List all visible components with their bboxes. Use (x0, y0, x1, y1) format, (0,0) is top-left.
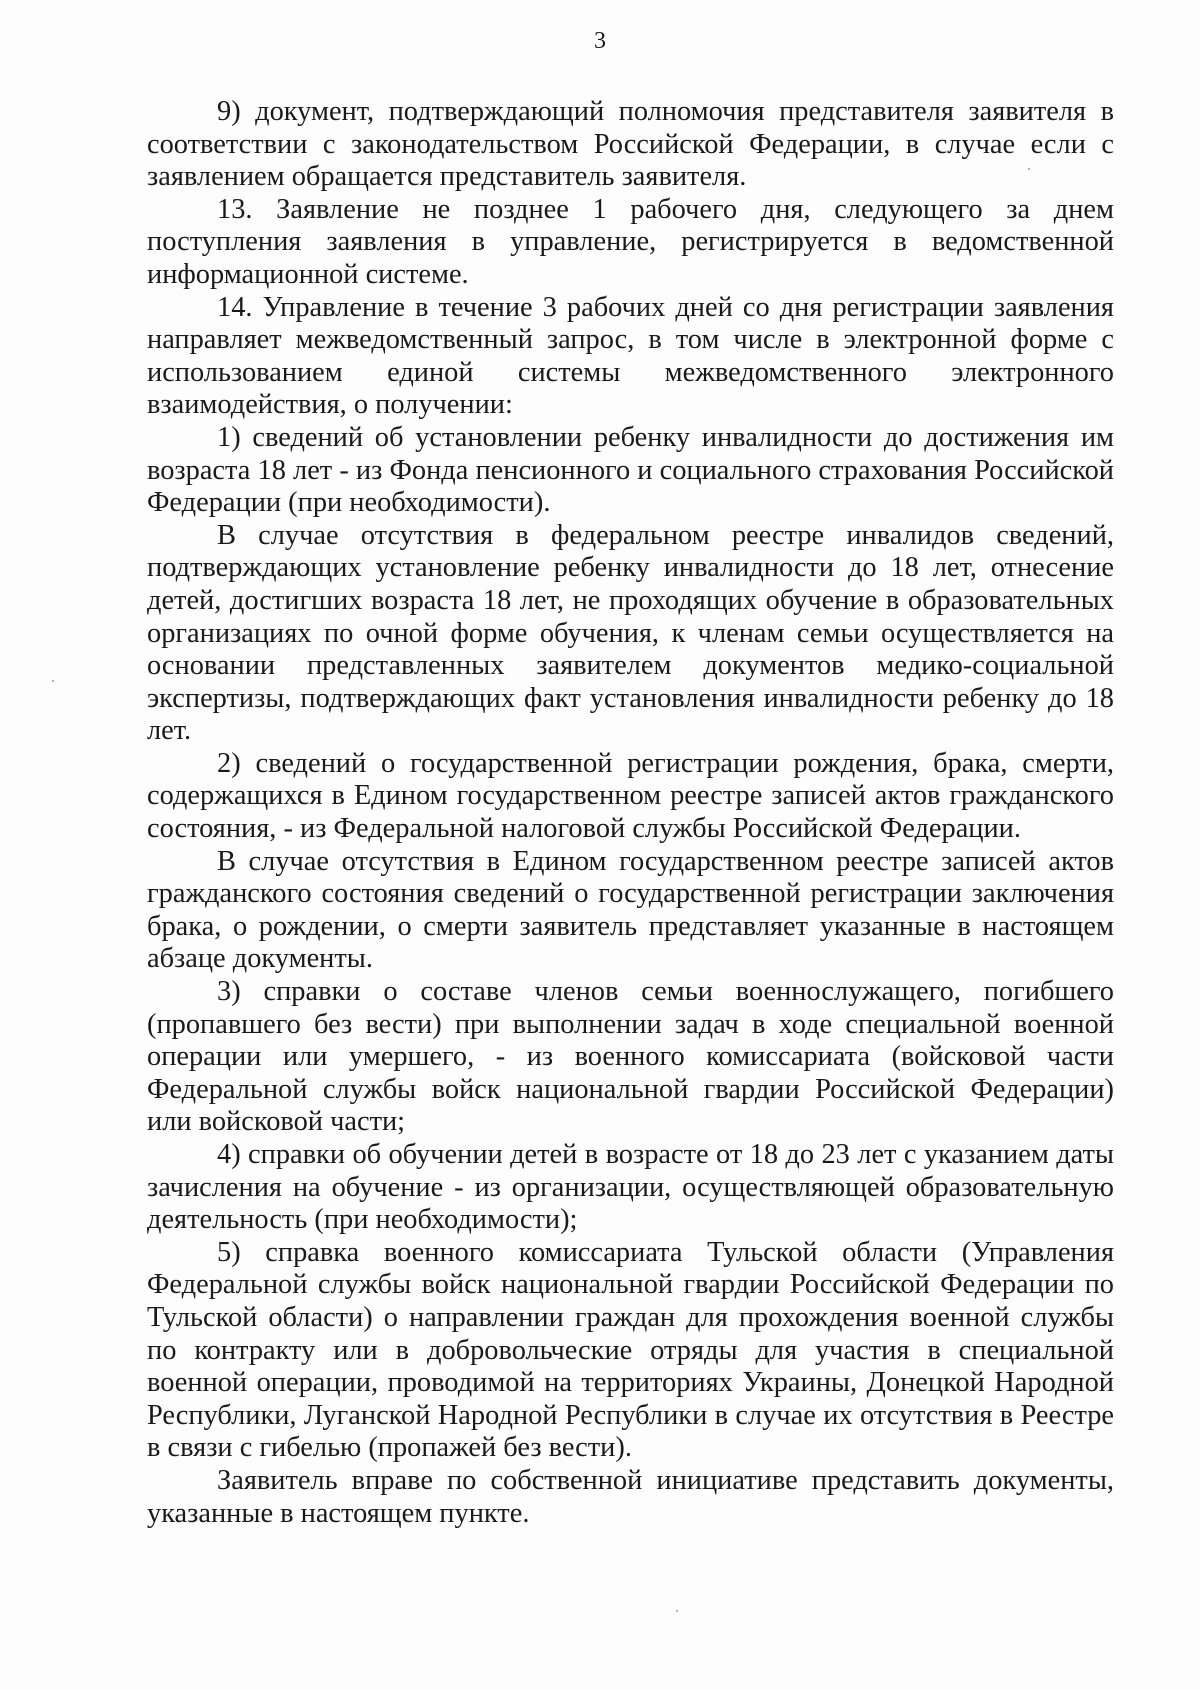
paragraph-item-9: 9) документ, подтверждающий полномочия представителя заявителя в соответствии с законодательством Российской Федерации, в случае если с заявлением обращается представитель заявителя. (147, 96, 1114, 193)
paragraph-closing: Заявитель вправе по собственной инициативе представить документы, указанные в настоящем пункте. (147, 1464, 1114, 1529)
paragraph-clause-13: 13. Заявление не позднее 1 рабочего дня, следующего за днем поступления заявления в управление, регистрируется в ведомственной информационной системе. (147, 193, 1114, 290)
page-number: 3 (594, 28, 606, 54)
scan-speck (1028, 168, 1030, 170)
paragraph-subitem-2-note: В случае отсутствия в Едином государственном реестре записей актов гражданского состояния сведений о государственной регистрации заключения брака, о рождении, о смерти заявитель представляет указанные в настоящем абзаце документы. (147, 845, 1114, 975)
scan-speck (52, 680, 54, 682)
document-body (147, 96, 1114, 1530)
paragraph-clause-14: 14. Управление в течение 3 рабочих дней со дня регистрации заявления направляет межведомственный запрос, в том числе в электронной форме с использованием единой системы межведомственного электронного взаимодействия, о получении: (147, 291, 1114, 421)
paragraph-subitem-1-note: В случае отсутствия в федеральном реестре инвалидов сведений, подтверждающих установление ребенку инвалидности до 18 лет, отнесение детей, достигших возраста 18 лет, не проходящих обучение в образовательных организациях по очной форме обучения, к членам семьи осуществляется на основании представленных заявителем документов медико-социальной экспертизы, подтверждающих факт установления инвалидности ребенку до 18 лет. (147, 519, 1114, 747)
paragraph-subitem-3: 3) справки о составе членов семьи военнослужащего, погибшего (пропавшего без вести) при выполнении задач в ходе специальной военной операции или умершего, - из военного комиссариата (войсковой части Федеральной службы войск национальной гвардии Российской Федерации) или войсковой части; (147, 976, 1114, 1138)
paragraph-subitem-1: 1) сведений об установлении ребенку инвалидности до достижения им возраста 18 лет - из Фонда пенсионного и социального страхования Российской Федерации (при необходимости). (147, 421, 1114, 519)
scan-speck (676, 1610, 678, 1612)
paragraph-subitem-4: 4) справки об обучении детей в возрасте от 18 до 23 лет с указанием даты зачисления на обучение - из организации, осуществляющей образовательную деятельность (при необходимости); (147, 1139, 1114, 1236)
paragraph-subitem-5: 5) справка военного комиссариата Тульской области (Управления Федеральной службы войск национальной гвардии Российской Федерации по Тульской области) о направлении граждан для прохождения военной службы по контракту или в добровольческие отряды для участия в специальной военной операции, проводимой на территориях Украины, Донецкой Народной Республики, Луганской Народной Республики в случае их отсутствия в Реестре в связи с гибелью (пропажей без вести). (147, 1236, 1114, 1464)
paragraph-subitem-2: 2) сведений о государственной регистрации рождения, брака, смерти, содержащихся в Едином государственном реестре записей актов гражданского состояния, - из Федеральной налоговой службы Российской Федерации. (147, 747, 1114, 845)
